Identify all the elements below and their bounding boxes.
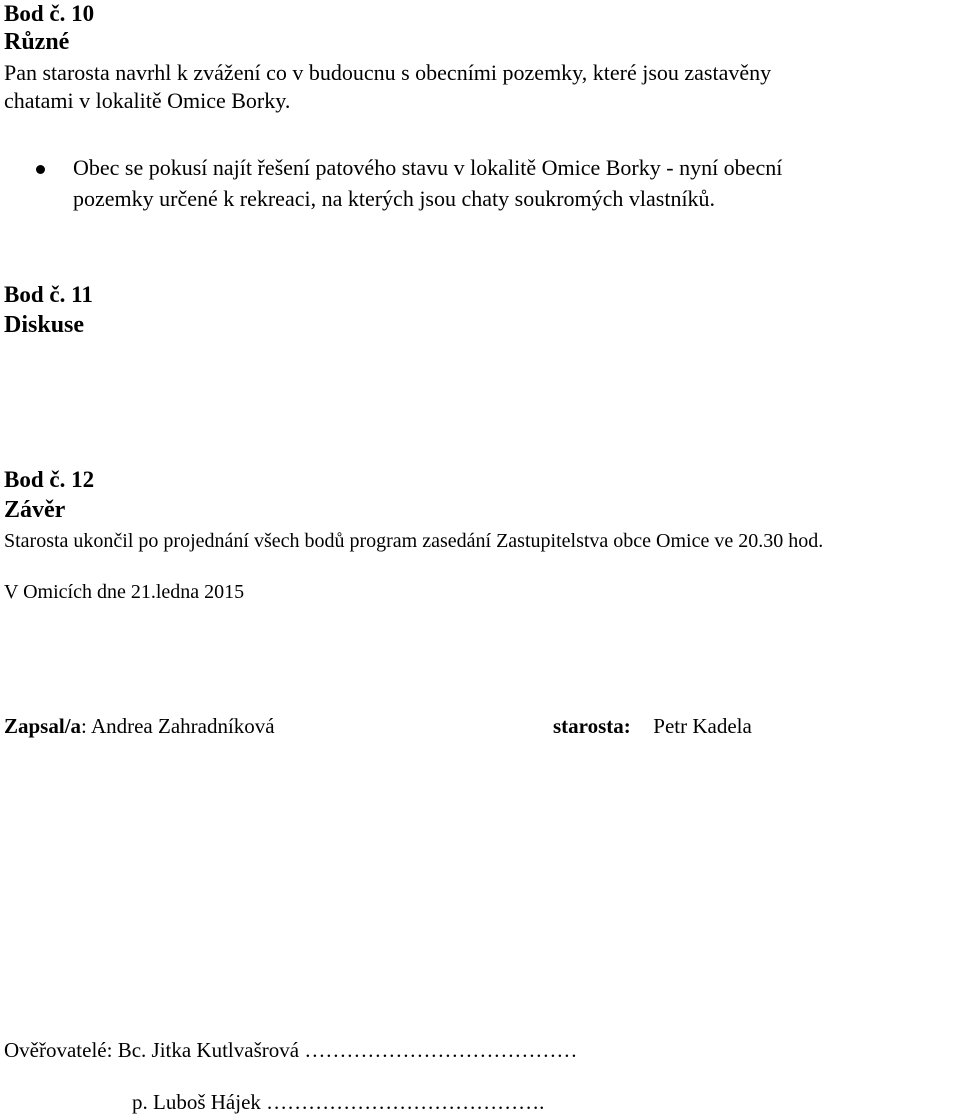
place-date: V Omicích dne 21.ledna 2015 (4, 581, 245, 603)
item-12-title: Závěr (4, 497, 66, 523)
item-10-bullet-line-2: pozemky určené k rekreaci, na kterých jsou chaty soukromých vlastníků. (73, 186, 716, 211)
mayor-line (553, 716, 752, 737)
item-10-title: Různé (4, 29, 70, 55)
item-10-heading: Bod č. 10 (4, 1, 95, 26)
verifier-first: Ověřovatelé: Bc. Jitka Kutlvašrová ………………………………… (4, 1038, 578, 1062)
item-10-bullet-line-1: Obec se pokusí najít řešení patového stavu v lokalitě Omice Borky - nyní obecní (73, 155, 783, 180)
recorder-label: Zapsal/a (4, 714, 82, 738)
mayor-name: Petr Kadela (653, 714, 752, 738)
mayor-label: starosta: (553, 714, 631, 738)
item-12-heading: Bod č. 12 (4, 467, 95, 492)
recorder-line (4, 716, 275, 737)
bullet-icon (36, 165, 45, 174)
item-10-paragraph-line-1: Pan starosta navrhl k zvážení co v budoucnu s obecními pozemky, které jsou zastavěny (4, 60, 772, 85)
item-11-title: Diskuse (4, 312, 85, 338)
item-10-paragraph-line-2: chatami v lokalitě Omice Borky. (4, 88, 291, 113)
recorder-name: : Andrea Zahradníková (81, 714, 275, 738)
item-11-heading: Bod č. 11 (4, 282, 93, 307)
verifier-second: p. Luboš Hájek …………………………………. (132, 1090, 545, 1114)
item-12-paragraph: Starosta ukončil po projednání všech bodů program zasedání Zastupitelstva obce Omice ve 20.30 hod. (4, 530, 824, 552)
